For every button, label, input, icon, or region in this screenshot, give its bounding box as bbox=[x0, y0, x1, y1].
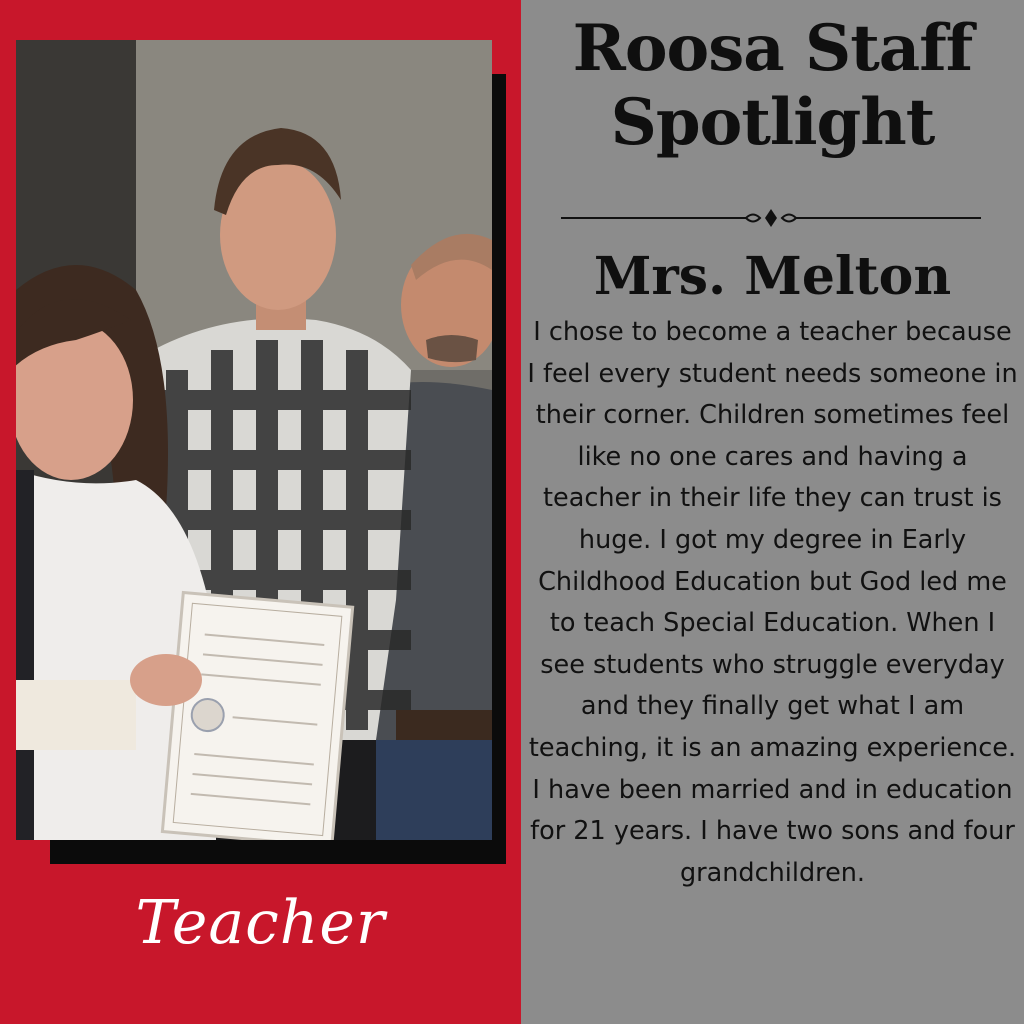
ornament-divider bbox=[561, 206, 981, 230]
family-photo bbox=[16, 40, 492, 840]
bio-text: I chose to become a teacher because I feel every student needs someone in their corner. Children sometimes feel like no one cares and having a teacher in their life they can trust is huge. I got my degree in Early Childhood Education but God led me to teach Special Education. When I see students who struggle everyday and they finally get what I am teaching, it is an amazing experience. I have been married and in education for 21 years. I have two sons and four grandchildren. bbox=[527, 317, 1018, 888]
staff-name: Mrs. Melton bbox=[593, 246, 952, 307]
role-label: Teacher bbox=[135, 888, 386, 958]
title-line-1: Roosa Staff bbox=[572, 11, 973, 86]
spotlight-title bbox=[521, 12, 1024, 160]
title-line-2: Spotlight bbox=[610, 85, 935, 160]
right-gray-panel bbox=[521, 0, 1024, 1024]
